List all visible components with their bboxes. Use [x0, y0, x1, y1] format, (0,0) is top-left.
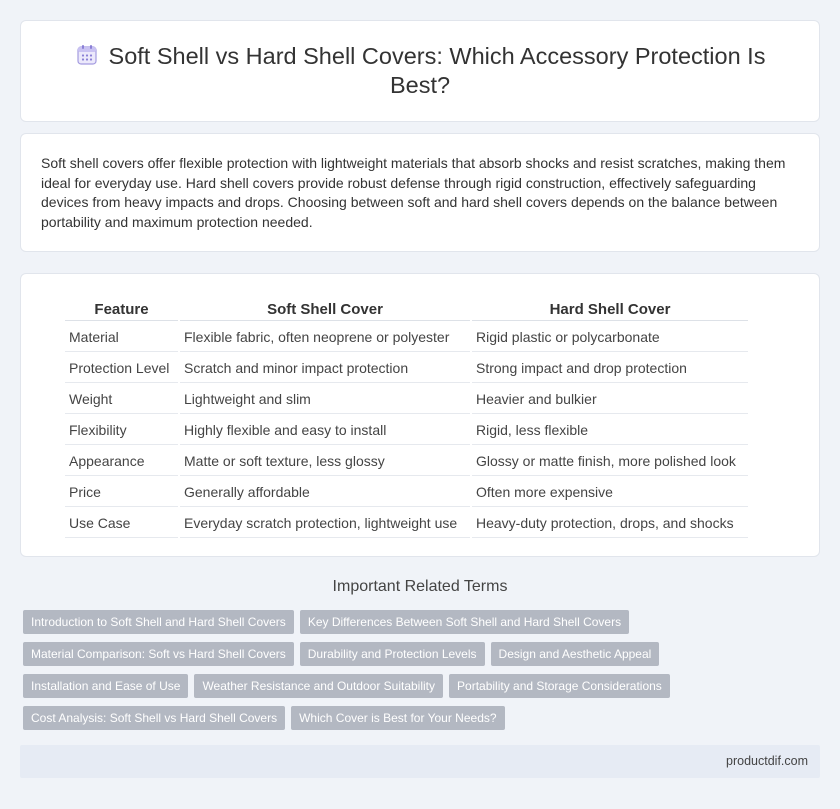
table-row — [65, 509, 748, 538]
tag-link[interactable]: Introduction to Soft Shell and Hard Shell Covers — [23, 610, 294, 634]
cell-soft: Highly flexible and easy to install — [180, 416, 470, 445]
comparison-table — [63, 296, 750, 540]
cell-feature: Weight — [65, 385, 178, 414]
cell-hard: Heavier and bulkier — [472, 385, 748, 414]
tag-link[interactable]: Material Comparison: Soft vs Hard Shell Covers — [23, 642, 294, 666]
cell-feature: Use Case — [65, 509, 178, 538]
header-card — [20, 20, 820, 122]
comparison-card — [20, 273, 820, 557]
tag-link[interactable]: Installation and Ease of Use — [23, 674, 188, 698]
table-row — [65, 416, 748, 445]
cell-hard: Rigid, less flexible — [472, 416, 748, 445]
cell-feature: Material — [65, 323, 178, 352]
tag-link[interactable]: Portability and Storage Considerations — [449, 674, 670, 698]
cell-soft: Generally affordable — [180, 478, 470, 507]
calendar-icon — [75, 43, 99, 67]
intro-card — [20, 133, 820, 252]
table-row — [65, 385, 748, 414]
cell-feature: Appearance — [65, 447, 178, 476]
header-soft-shell: Soft Shell Cover — [180, 298, 470, 321]
tag-row — [23, 706, 823, 730]
intro-paragraph: Soft shell covers offer flexible protection with lightweight materials that absorb shocks and resist scratches, making them ideal for everyday use. Hard shell covers provide robust defense through rigid construction, effectively safeguarding devices from heavy impacts and drops. Choosing between soft and hard shell covers depends on the balance between portability and maximum protection needed. — [41, 155, 786, 230]
cell-soft: Everyday scratch protection, lightweight use — [180, 509, 470, 538]
table-header-row — [65, 298, 748, 321]
footer-site-link[interactable]: productdif.com — [726, 754, 808, 768]
cell-soft: Scratch and minor impact protection — [180, 354, 470, 383]
tag-link[interactable]: Durability and Protection Levels — [300, 642, 485, 666]
title-wrap — [21, 21, 819, 121]
cell-soft: Lightweight and slim — [180, 385, 470, 414]
table-row — [65, 323, 748, 352]
table-row — [65, 447, 748, 476]
table-row — [65, 354, 748, 383]
tag-row — [23, 642, 823, 666]
related-terms-list — [23, 610, 823, 738]
cell-feature: Flexibility — [65, 416, 178, 445]
related-terms-title: Important Related Terms — [332, 578, 508, 595]
tag-link[interactable]: Weather Resistance and Outdoor Suitability — [194, 674, 443, 698]
cell-hard: Heavy-duty protection, drops, and shocks — [472, 509, 748, 538]
cell-hard: Strong impact and drop protection — [472, 354, 748, 383]
header-hard-shell: Hard Shell Cover — [472, 298, 748, 321]
page-title — [61, 42, 779, 100]
page-title-text: Soft Shell vs Hard Shell Covers: Which Accessory Protection Is Best? — [108, 43, 766, 98]
tag-link[interactable]: Key Differences Between Soft Shell and Hard Shell Covers — [300, 610, 629, 634]
tag-row — [23, 610, 823, 634]
table-row — [65, 478, 748, 507]
footer — [20, 745, 820, 778]
tag-row — [23, 674, 823, 698]
tag-link[interactable]: Cost Analysis: Soft Shell vs Hard Shell Covers — [23, 706, 285, 730]
cell-hard: Glossy or matte finish, more polished look — [472, 447, 748, 476]
cell-hard: Rigid plastic or polycarbonate — [472, 323, 748, 352]
tag-link[interactable]: Which Cover is Best for Your Needs? — [291, 706, 504, 730]
tag-link[interactable]: Design and Aesthetic Appeal — [491, 642, 660, 666]
header-feature: Feature — [65, 298, 178, 321]
cell-feature: Protection Level — [65, 354, 178, 383]
cell-soft: Matte or soft texture, less glossy — [180, 447, 470, 476]
cell-feature: Price — [65, 478, 178, 507]
cell-soft: Flexible fabric, often neoprene or polyester — [180, 323, 470, 352]
cell-hard: Often more expensive — [472, 478, 748, 507]
